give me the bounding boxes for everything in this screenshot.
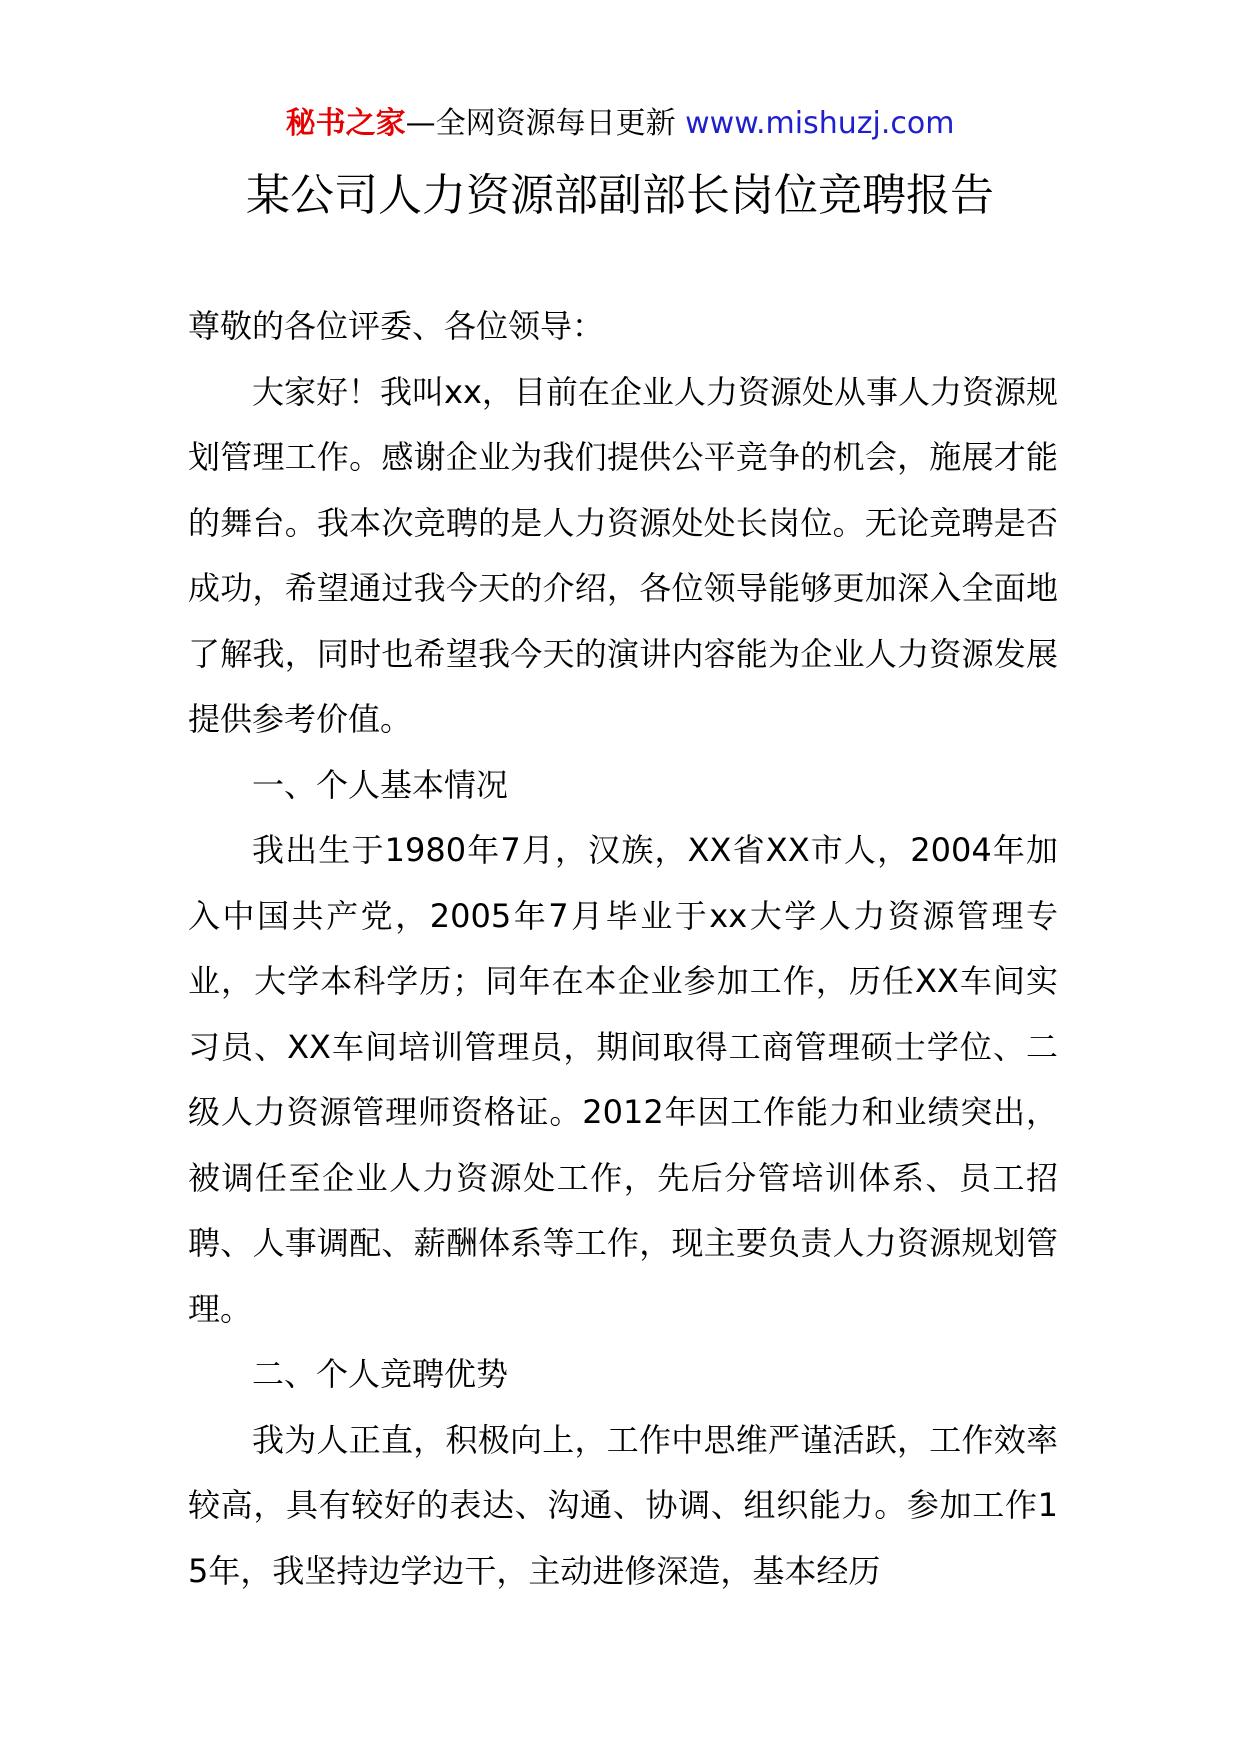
site-url-link[interactable]: www.mishuzj.com [685, 106, 955, 141]
document-body [188, 294, 1058, 1604]
salutation: 尊敬的各位评委、各位领导： [188, 307, 605, 345]
site-header [0, 100, 1240, 148]
document-title: 某公司人力资源部副部长岗位竞聘报告 [246, 170, 994, 221]
site-tagline: —全网资源每日更新 [405, 106, 686, 141]
paragraph-intro: 大家好！我叫xx，目前在企业人力资源处从事人力资源规划管理工作。感谢企业为我们提供公平竞争的机会，施展才能的舞台。我本次竞聘的是人力资源处处长岗位。无论竞聘是否成功，希望通过我今天的介绍，各位领导能够更加深入全面地了解我，同时也希望我今天的演讲内容能为企业人力资源发展提供参考价值。 [188, 372, 1058, 738]
section-heading-advantages: 二、个人竞聘优势 [252, 1355, 509, 1393]
paragraph-basic-info: 我出生于1980年7月，汉族，XX省XX市人，2004年加入中国共产党，2005年7月毕业于xx大学人力资源管理专业，大学本科学历；同年在本企业参加工作，历任XX车间实习员、XX车间培训管理员，期间取得工商管理硕士学位、二级人力资源管理师资格证。2012年因工作能力和业绩突出，被调任至企业人力资源处工作，先后分管培训体系、员工招聘、人事调配、薪酬体系等工作，现主要负责人力资源规划管理。 [188, 831, 1058, 1328]
paragraph-advantages: 我为人正直，积极向上，工作中思维严谨活跃，工作效率较高，具有较好的表达、沟通、协调、组织能力。参加工作15年，我坚持边学边干，主动进修深造，基本经历 [188, 1420, 1058, 1590]
section-heading-basic-info: 一、个人基本情况 [252, 765, 509, 804]
site-brand: 秘书之家 [285, 106, 406, 141]
